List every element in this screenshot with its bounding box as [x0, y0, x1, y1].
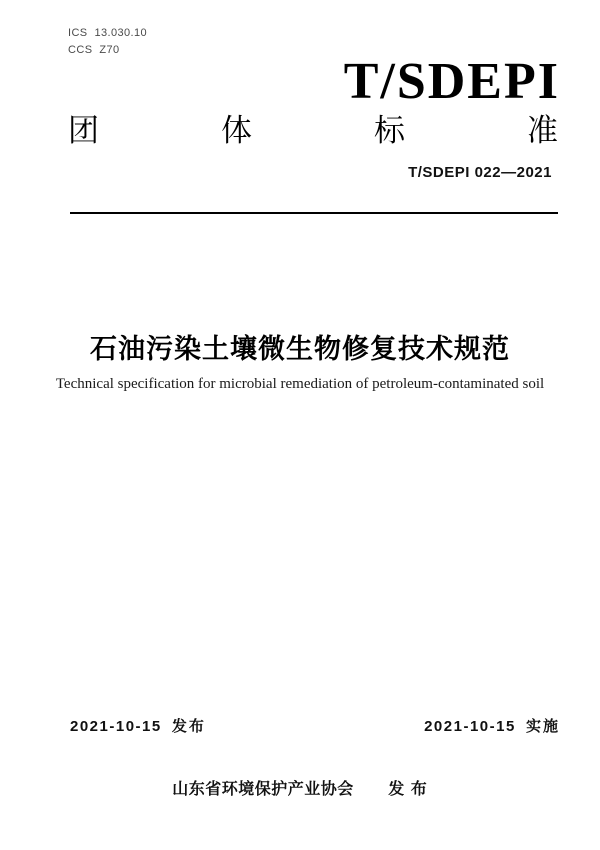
standard-type-char-tuan: 团 — [68, 113, 99, 148]
standard-type-char-zhun: 准 — [527, 113, 558, 148]
footer-dates-row — [70, 715, 560, 736]
publisher-line — [0, 776, 600, 799]
ccs-code: CCS Z70 — [68, 44, 120, 56]
publisher-name: 山东省环境保护产业协会 — [172, 781, 354, 798]
standard-type-row — [68, 114, 558, 148]
issue-date-group — [70, 715, 206, 736]
implementation-date-group — [424, 715, 560, 736]
implementation-date: 2021-10-15 — [424, 718, 516, 735]
standard-org-logo: T/SDEPI — [343, 53, 560, 110]
implementation-date-label: 实施 — [525, 718, 560, 735]
publish-action-label: 发 布 — [388, 781, 428, 798]
standard-type-char-biao: 标 — [374, 113, 405, 148]
issue-date: 2021-10-15 — [70, 718, 162, 735]
issue-date-label: 发布 — [171, 718, 206, 735]
standard-number: T/SDEPI 022—2021 — [408, 164, 552, 181]
standard-type-char-ti: 体 — [221, 113, 252, 148]
header-divider-line — [70, 212, 558, 214]
document-title-chinese: 石油污染土壤微生物修复技术规范 — [90, 334, 510, 364]
document-title-english: Technical specification for microbial remediation of petroleum-contaminated soil — [55, 376, 545, 392]
ics-code: ICS 13.030.10 — [68, 27, 147, 39]
